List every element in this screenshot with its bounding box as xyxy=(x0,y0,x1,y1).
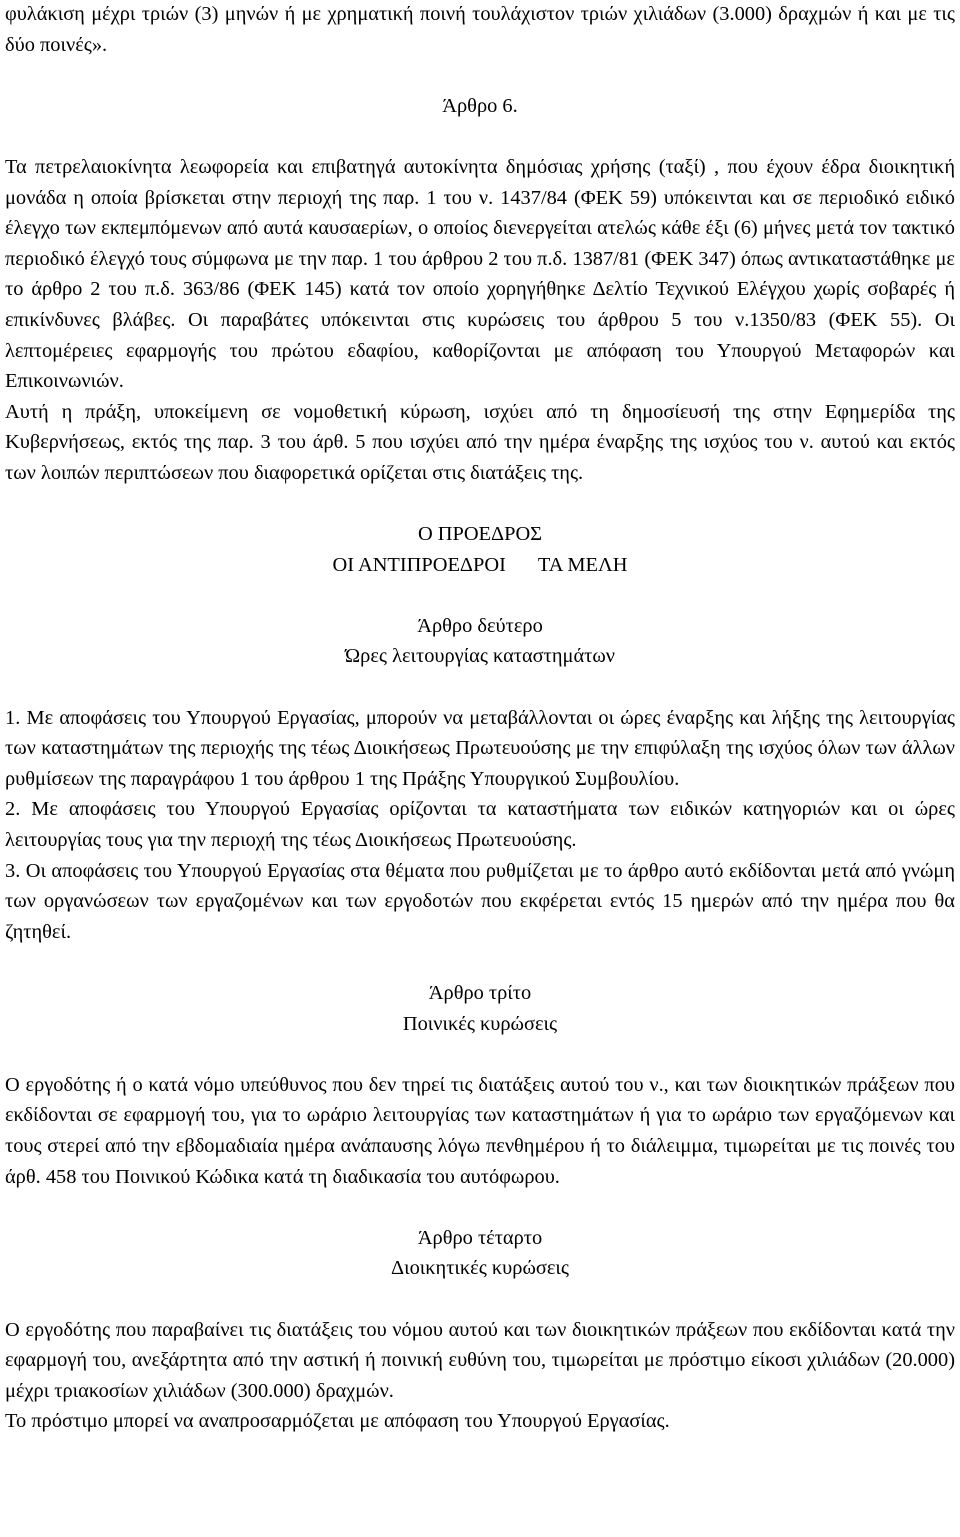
spacer xyxy=(5,489,955,520)
spacer xyxy=(5,121,955,152)
article-4-paragraph-1: Ο εργοδότης που παραβαίνει τις διατάξεις του νόμου αυτού και των διοικητικών πράξεων που εκδίδονται κατά την εφαρμογή του, ανεξάρτητα από την αστική ή ποινική ευθύνη του, τιμωρείται με πρόστιμο είκοσι χιλιάδων (20.000) μέχρι τριακοσίων χιλιάδων (300.000) δραχμών. xyxy=(5,1318,955,1402)
spacer xyxy=(5,947,955,978)
act-validity-paragraph: Αυτή η πράξη, υποκείμενη σε νομοθετική κύρωση, ισχύει από τη δημοσίευσή της στην Εφημερίδα της Κυβερνήσεως, εκτός της παρ. 3 του άρθ. 5 που ισχύει από την ημέρα έναρξης της ισχύος του ν. αυτού και εκτός των λοιπών περιπτώσεων που διαφορετικά ορίζεται στις διατάξεις της. xyxy=(5,400,955,484)
intro-paragraph: φυλάκιση μέχρι τριών (3) μηνών ή με χρηματική ποινή τουλάχιστον τριών χιλιάδων (3.000) δραχμών ή και με τις δύο ποινές». xyxy=(5,3,955,56)
spacer xyxy=(5,1284,955,1315)
article-2-paragraph-2: 2. Με αποφάσεις του Υπουργού Εργασίας ορίζονται τα καταστήματα των ειδικών κατηγοριών και οι ώρες λειτουργίας τους για την περιοχή της τέως Διοικήσεως Πρωτευούσης. xyxy=(5,798,955,852)
signature-vice-presidents: ΟΙ ΑΝΤΙΠΡΟΕΔΡΟΙ xyxy=(332,553,506,576)
spacer xyxy=(5,1039,955,1070)
spacer xyxy=(5,1192,955,1223)
article-2-heading: Άρθρο δεύτερο xyxy=(417,614,543,637)
article-3-heading: Άρθρο τρίτο xyxy=(428,982,532,1004)
signature-members: ΤΑ ΜΕΛΗ xyxy=(537,553,628,576)
article-3-title: Ποινικές κυρώσεις xyxy=(402,1012,558,1035)
article-4-heading: Άρθρο τέταρτο xyxy=(417,1226,543,1249)
article-6-text: Τα πετρελαιοκίνητα λεωφορεία και επιβατηγά αυτοκίνητα δημόσιας χρήσης (ταξί) , που έχουν έδρα διοικητική μονάδα η οποία βρίσκεται στην περιοχή της παρ. 1 του ν. 1437/84 (ΦΕΚ 59) υπόκεινται και σε περιοδικό ειδικό έλεγχο των εκπεμπόμενων από αυτά καυσαερίων, ο οποίος διενεργείται ατελώς κάθε έξι (6) μήνες μετά τον τακτικό περιοδικό έλεγχό τους σύμφωνα με την παρ. 1 του άρθρου 2 του π.δ. 1387/81 (ΦΕΚ 347) όπως αντικαταστάθηκε με το άρθρο 2 του π.δ. 363/86 (ΦΕΚ 145) κατά τον οποίο χορηγήθηκε Δελτίο Τεχνικού Ελέγχου χωρίς σοβαρές ή επικίνδυνες βλάβες. Οι παραβάτες υπόκεινται στις κυρώσεις του άρθρου 5 του ν.1350/83 (ΦΕΚ 55). Οι λεπτομέρειες εφαρμογής του πρώτου εδαφίου, καθορίζονται με απόφαση του Υπουργού Μεταφορών και Επικοινωνιών. xyxy=(5,155,955,393)
signature-line xyxy=(5,550,955,581)
article-6-heading: Άρθρο 6. xyxy=(442,94,518,117)
spacer xyxy=(5,580,955,611)
signature-president: Ο ΠΡΟΕΔΡΟΣ xyxy=(417,523,543,546)
article-4-title: Διοικητικές κυρώσεις xyxy=(391,1257,569,1280)
article-4-paragraph-2: Το πρόστιμο μπορεί να αναπροσαρμόζεται με απόφαση του Υπουργού Εργασίας. xyxy=(5,1410,670,1433)
article-3-paragraph-1: Ο εργοδότης ή ο κατά νόμο υπεύθυνος που δεν τηρεί τις διατάξεις αυτού του ν., και των διοικητικών πράξεων που εκδίδονται σε εφαρμογή του, για το ωράριο λειτουργίας των καταστημάτων ή για το ωράριο των εργαζόμενων και τους στερεί από την εβδομαδιαία ημέρα ανάπαυσης λόγω πενθημέρου ή το διάλειμμα, τιμωρείται με τις ποινές του άρθ. 458 του Ποινικού Κώδικα κατά τη διαδικασία του αυτόφωρου. xyxy=(5,1073,955,1188)
article-2-title: Ώρες λειτουργίας καταστημάτων xyxy=(345,645,615,668)
article-2-paragraph-3: 3. Οι αποφάσεις του Υπουργού Εργασίας στα θέματα που ρυθμίζεται με το άρθρο αυτό εκδίδονται μετά από γνώμη των οργανώσεων των εργαζομένων και των εργοδοτών που εκφέρεται εντός 15 ημερών από την ημέρα που θα ζητηθεί. xyxy=(5,859,955,943)
spacer xyxy=(5,672,955,703)
spacer xyxy=(5,60,955,91)
article-2-paragraph-1: 1. Με αποφάσεις του Υπουργού Εργασίας, μπορούν να μεταβάλλονται οι ώρες έναρξης και λήξης της λειτουργίας των καταστημάτων της περιοχής της τέως Διοικήσεως Πρωτευούσης με την επιφύλαξη της ισχύος όλων των άλλων ρυθμίσεων της παραγράφου 1 του άρθρου 1 της Πράξης Υπουργικού Συμβουλίου. xyxy=(5,706,955,790)
